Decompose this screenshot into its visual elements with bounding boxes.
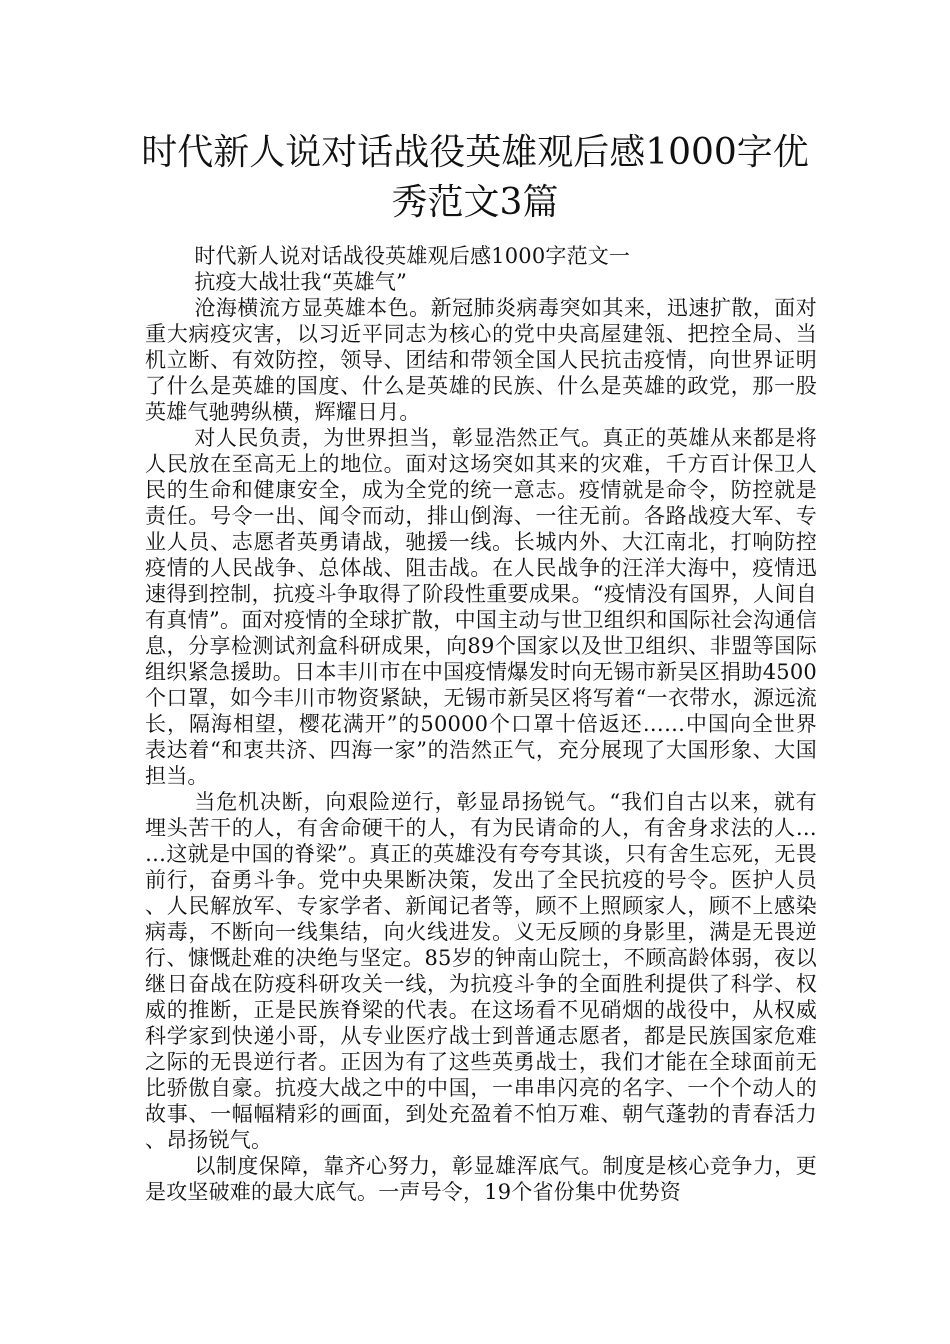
document-body	[145, 243, 817, 1205]
essay-subtitle: 时代新人说对话战役英雄观后感1000字范文一	[194, 244, 631, 268]
paragraph-2: 对人民负责，为世界担当，彰显浩然正气。真正的英雄从来都是将人民放在至高无上的地位。面对这场突如其来的灾难，千方百计保卫人民的生命和健康安全，成为全党的统一意志。疫情就是命令，防控就是责任。号令一出、闻令而动，排山倒海、一往无前。各路战疫大军、专业人员、志愿者英勇请战，驰援一线。长城内外、大江南北，打响防控疫情的人民战争、总体战、阻击战。在人民战争的汪洋大海中，疫情迅速得到控制，抗疫斗争取得了阶段性重要成果。“疫情没有国界，人间自有真情”。面对疫情的全球扩散，中国主动与世卫组织和国际社会沟通信息，分享检测试剂盒科研成果，向89个国家以及世卫组织、非盟等国际组织紧急援助。日本丰川市在中国疫情爆发时向无锡市新吴区捐助4500个口罩，如今丰川市物资紧缺，无锡市新吴区将写着“一衣带水，源远流长，隔海相望，樱花满开”的50000个口罩十倍返还……中国向全世界表达着“和衷共济、四海一家”的浩然正气，充分展现了大国形象、大国担当。	[145, 426, 817, 788]
document-title	[120, 128, 830, 228]
title-line-2: 秀范文3篇	[391, 182, 559, 223]
section-heading: 抗疫大战壮我“英雄气”	[194, 270, 408, 294]
title-line-1: 时代新人说对话战役英雄观后感1000字优	[141, 132, 809, 173]
paragraph-1: 沧海横流方显英雄本色。新冠肺炎病毒突如其来，迅速扩散，面对重大病疫灾害，以习近平同志为核心的党中央高屋建瓴、把控全局、当机立断、有效防控，领导、团结和带领全国人民抗击疫情，向世界证明了什么是英雄的国度、什么是英雄的民族、什么是英雄的政党，那一股英雄气驰骋纵横，辉耀日月。	[145, 296, 817, 424]
paragraph-4: 以制度保障，靠齐心努力，彰显雄浑底气。制度是核心竞争力，更是攻坚破难的最大底气。一声号令，19个省份集中优势资	[145, 1154, 817, 1204]
paragraph-3: 当危机决断，向艰险逆行，彰显昂扬锐气。“我们自古以来，就有埋头苦干的人，有舍命硬干的人，有为民请命的人，有舍身求法的人……这就是中国的脊梁”。真正的英雄没有夸夸其谈，只有舍生忘死，无畏前行，奋勇斗争。党中央果断决策，发出了全民抗疫的号令。医护人员、人民解放军、专家学者、新闻记者等，顾不上照顾家人，顾不上感染病毒，不断向一线集结，向火线进发。义无反顾的身影里，满是无畏逆行、慷慨赴难的决绝与坚定。85岁的钟南山院士，不顾高龄体弱，夜以继日奋战在防疫科研攻关一线，为抗疫斗争的全面胜利提供了科学、权威的推断，正是民族脊梁的代表。在这场看不见硝烟的战役中，从权威科学家到快递小哥，从专业医疗战士到普通志愿者，都是民族国家危难之际的无畏逆行者。正因为有了这些英勇战士，我们才能在全球面前无比骄傲自豪。抗疫大战之中的中国，一串串闪亮的名字、一个个动人的故事、一幅幅精彩的画面，到处充盈着不怕万难、朝气蓬勃的青春活力、昂扬锐气。	[145, 790, 817, 1152]
